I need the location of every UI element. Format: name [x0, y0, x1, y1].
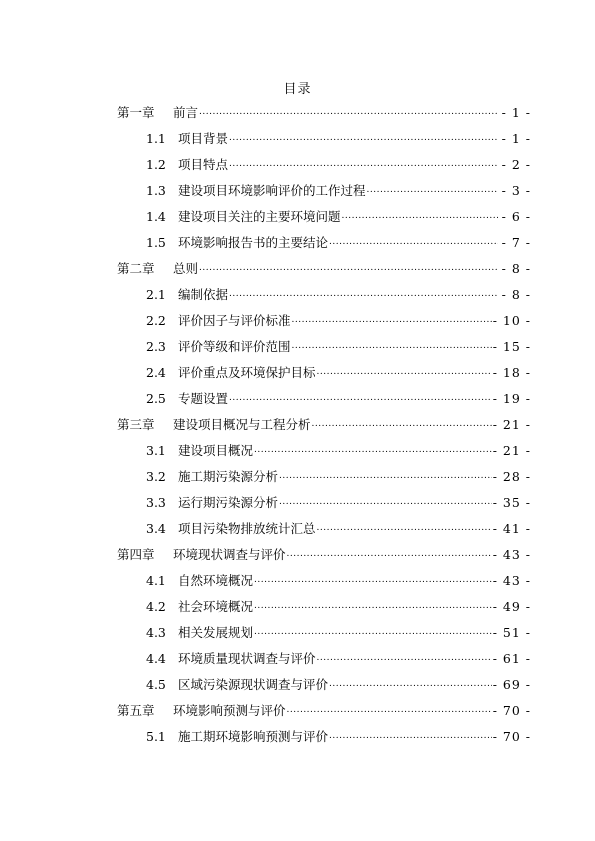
- toc-entry-number: 2.5: [146, 391, 166, 406]
- toc-section-entry[interactable]: [0, 129, 595, 155]
- toc-entry-number: 1.3: [146, 183, 166, 198]
- toc-chapter-entry[interactable]: [0, 415, 595, 441]
- toc-dot-leader: [229, 287, 498, 300]
- toc-page-number: - 19 -: [492, 391, 531, 406]
- toc-dot-leader: [342, 209, 498, 222]
- toc-dot-leader: [254, 573, 492, 586]
- toc-entry-number: 2.1: [146, 287, 166, 302]
- toc-dot-leader: [199, 105, 498, 118]
- toc-entry-title: 建设项目环境影响评价的工作过程: [178, 183, 366, 198]
- toc-page-number: - 41 -: [492, 521, 531, 536]
- toc-dot-leader: [287, 547, 492, 560]
- toc-section-entry[interactable]: [0, 155, 595, 181]
- page-title: 目录: [283, 82, 312, 97]
- toc-dot-leader: [312, 417, 492, 430]
- toc-entry-number: 4.3: [146, 625, 166, 640]
- toc-entry-title: 项目背景: [178, 131, 229, 146]
- toc-entry-number: 3.1: [146, 443, 166, 458]
- toc-dot-leader: [279, 495, 492, 508]
- toc-page-number: - 6 -: [501, 209, 531, 224]
- toc-page-number: - 61 -: [492, 651, 531, 666]
- toc-entry-title: 编制依据: [178, 287, 229, 302]
- toc-section-entry[interactable]: [0, 519, 595, 545]
- toc-page-number: - 1 -: [501, 105, 531, 120]
- toc-page-number: - 10 -: [492, 313, 531, 328]
- toc-entry-number: 2.2: [146, 313, 166, 328]
- toc-section-entry[interactable]: [0, 675, 595, 701]
- toc-entry-title: 评价等级和评价范围: [178, 339, 291, 354]
- toc-dot-leader: [254, 443, 492, 456]
- toc-dot-leader: [287, 703, 492, 716]
- toc-entry-number: 第五章: [117, 703, 155, 718]
- toc-entry-title: 总则: [173, 261, 199, 276]
- toc-section-entry[interactable]: [0, 597, 595, 623]
- toc-section-entry[interactable]: [0, 649, 595, 675]
- toc-entry-number: 3.4: [146, 521, 166, 536]
- toc-entry-number: 1.2: [146, 157, 166, 172]
- toc-page-number: - 43 -: [492, 573, 531, 588]
- toc-chapter-entry[interactable]: [0, 545, 595, 571]
- toc-page-number: - 18 -: [492, 365, 531, 380]
- toc-dot-leader: [367, 183, 498, 196]
- toc-dot-leader: [254, 599, 492, 612]
- toc-section-entry[interactable]: [0, 337, 595, 363]
- toc-entry-number: 1.5: [146, 235, 166, 250]
- toc-entry-title: 前言: [173, 105, 199, 120]
- toc-entry-title: 环境影响预测与评价: [173, 703, 286, 718]
- toc-entry-title: 自然环境概况: [178, 573, 254, 588]
- toc-entry-number: 1.1: [146, 131, 166, 146]
- toc-page-number: - 35 -: [492, 495, 531, 510]
- toc-dot-leader: [254, 625, 492, 638]
- toc-entry-title: 建设项目概况与工程分析: [173, 417, 311, 432]
- toc-entry-title: 评价重点及环境保护目标: [178, 365, 316, 380]
- toc-page-number: - 51 -: [492, 625, 531, 640]
- toc-dot-leader: [229, 157, 498, 170]
- toc-page-number: - 8 -: [501, 287, 531, 302]
- toc-entry-number: 第三章: [117, 417, 155, 432]
- toc-page-number: - 43 -: [492, 547, 531, 562]
- toc-dot-leader: [317, 651, 492, 664]
- toc-section-entry[interactable]: [0, 389, 595, 415]
- toc-entry-title: 环境质量现状调查与评价: [178, 651, 316, 666]
- toc-dot-leader: [329, 729, 492, 742]
- toc-page-number: - 49 -: [492, 599, 531, 614]
- toc-section-entry[interactable]: [0, 207, 595, 233]
- toc-entry-number: 3.3: [146, 495, 166, 510]
- toc-page-number: - 70 -: [492, 729, 531, 744]
- toc-entry-number: 1.4: [146, 209, 166, 224]
- toc-dot-leader: [279, 469, 492, 482]
- toc-entry-number: 2.3: [146, 339, 166, 354]
- toc-entry-number: 第四章: [117, 547, 155, 562]
- toc-entry-number: 4.2: [146, 599, 166, 614]
- toc-entry-title: 评价因子与评价标准: [178, 313, 291, 328]
- toc-section-entry[interactable]: [0, 727, 595, 753]
- toc-entry-title: 施工期污染源分析: [178, 469, 279, 484]
- toc-section-entry[interactable]: [0, 441, 595, 467]
- toc-dot-leader: [329, 677, 492, 690]
- toc-chapter-entry[interactable]: [0, 103, 595, 129]
- toc-page-number: - 2 -: [501, 157, 531, 172]
- toc-entry-title: 环境现状调查与评价: [173, 547, 286, 562]
- toc-entry-title: 运行期污染源分析: [178, 495, 279, 510]
- toc-chapter-entry[interactable]: [0, 259, 595, 285]
- toc-page-number: - 1 -: [501, 131, 531, 146]
- toc-entry-number: 第二章: [117, 261, 155, 276]
- toc-page-number: - 21 -: [492, 417, 531, 432]
- toc-entry-number: 3.2: [146, 469, 166, 484]
- toc-entry-number: 第一章: [117, 105, 155, 120]
- toc-section-entry[interactable]: [0, 181, 595, 207]
- toc-page-number: - 3 -: [501, 183, 531, 198]
- toc-entry-title: 项目特点: [178, 157, 229, 172]
- toc-section-entry[interactable]: [0, 285, 595, 311]
- toc-dot-leader: [199, 261, 498, 274]
- toc-section-entry[interactable]: [0, 233, 595, 259]
- toc-chapter-entry[interactable]: [0, 701, 595, 727]
- toc-entry-number: 4.5: [146, 677, 166, 692]
- toc-page-number: - 69 -: [492, 677, 531, 692]
- toc-section-entry[interactable]: [0, 571, 595, 597]
- toc-dot-leader: [292, 313, 492, 326]
- toc-page-number: - 28 -: [492, 469, 531, 484]
- toc-entry-title: 专题设置: [178, 391, 229, 406]
- toc-dot-leader: [317, 521, 492, 534]
- toc-page-number: - 21 -: [492, 443, 531, 458]
- table-of-contents: [0, 103, 595, 753]
- toc-page-number: - 7 -: [501, 235, 531, 250]
- toc-dot-leader: [229, 391, 492, 404]
- toc-entry-title: 社会环境概况: [178, 599, 254, 614]
- toc-dot-leader: [292, 339, 492, 352]
- toc-section-entry[interactable]: [0, 623, 595, 649]
- toc-entry-number: 5.1: [146, 729, 166, 744]
- toc-entry-title: 相关发展规划: [178, 625, 254, 640]
- toc-entry-title: 区域污染源现状调查与评价: [178, 677, 329, 692]
- toc-page-number: - 8 -: [501, 261, 531, 276]
- toc-dot-leader: [329, 235, 498, 248]
- toc-entry-title: 项目污染物排放统计汇总: [178, 521, 316, 536]
- toc-entry-title: 建设项目概况: [178, 443, 254, 458]
- toc-section-entry[interactable]: [0, 363, 595, 389]
- toc-section-entry[interactable]: [0, 467, 595, 493]
- toc-page-number: - 70 -: [492, 703, 531, 718]
- toc-entry-number: 4.1: [146, 573, 166, 588]
- toc-entry-title: 施工期环境影响预测与评价: [178, 729, 329, 744]
- toc-entry-title: 建设项目关注的主要环境问题: [178, 209, 341, 224]
- toc-entry-number: 2.4: [146, 365, 166, 380]
- toc-dot-leader: [317, 365, 492, 378]
- toc-page-number: - 15 -: [492, 339, 531, 354]
- toc-entry-number: 4.4: [146, 651, 166, 666]
- toc-entry-title: 环境影响报告书的主要结论: [178, 235, 329, 250]
- toc-section-entry[interactable]: [0, 493, 595, 519]
- toc-dot-leader: [229, 131, 498, 144]
- toc-section-entry[interactable]: [0, 311, 595, 337]
